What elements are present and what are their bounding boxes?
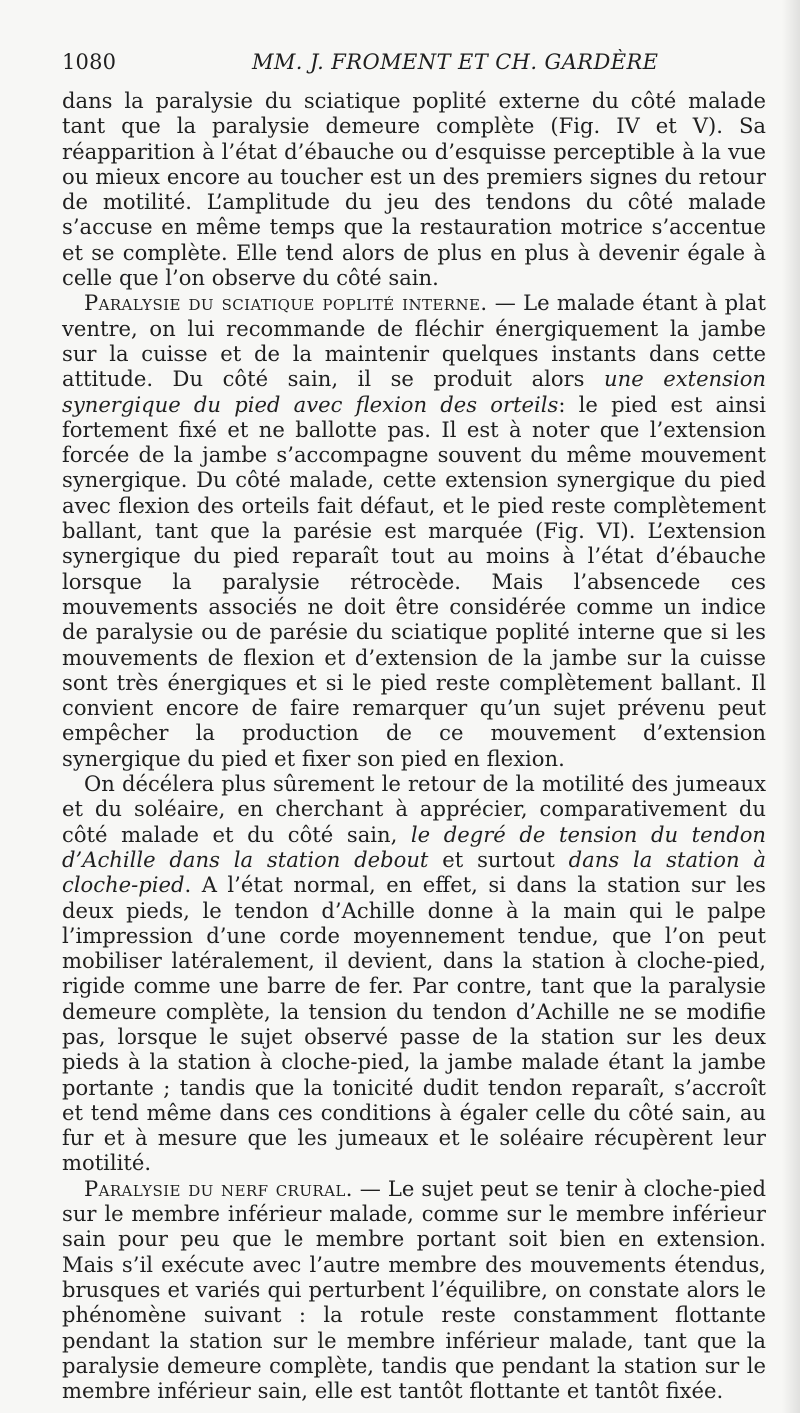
section-heading-sciatique: Paralysie du sciatique poplité interne. (84, 290, 488, 316)
paragraph-2 (62, 290, 766, 771)
page-number: 1080 (62, 50, 117, 74)
paragraph-3-text-before: On décélera plus sûrement le retour de la motilité des jumeaux et du soléaire, en cherchant à apprécier, comparativement du côté malade et du côté sain, (62, 771, 766, 847)
section-heading-crural: Paralysie du nerf crural. (84, 1175, 353, 1201)
paragraph-1 (62, 88, 766, 290)
running-head: MM. J. FROMENT ET CH. GARDÈRE (252, 50, 659, 74)
paragraph-2-text-after: : le pied est ainsi fortement fixé et ne ballotte pas. Il est à noter que l’extension forcée de la jambe s’accompagne souvent du même mouvement synergique. Du côté malade, cette extension synergique du pied avec flexion des orteils fait défaut, et le pied reste complètement ballant, tant que la parésie est marquée (Fig. VI). L’extension synergique du pied reparaît tout au moins à l’état d’ébauche lorsque la paralysie rétrocède. Mais l’absencede ces mouvements associés ne doit être considérée comme un indice de paralysie ou de parésie du sciatique poplité interne que si les mouvements de flexion et d’extension de la jambe sur la cuisse sont très énergiques et si le pied reste complètement ballant. Il convient encore de faire remarquer qu’un sujet prévenu peut empêcher la production de ce mouvement d’extension synergique du pied et fixer son pied en flexion. (62, 391, 766, 771)
paragraph-3-text-after: . A l’état normal, en effet, si dans la station sur les deux pieds, le tendon d’Achille donne à la main qui le palpe l’impression d’une corde moyennement tendue, que l’on peut mobiliser latéralement, il devient, dans la station à cloche-pied, rigide comme une barre de fer. Par contre, tant que la paralysie demeure complète, la tension du tendon d’Achille ne se modifie pas, lorsque le sujet observé passe de la station sur les deux pieds à la station à cloche-pied, la jambe malade étant la jambe portante ; tandis que la tonicité dudit tendon reparaît, s’accroît et tend même dans ces conditions à égaler celle du côté sain, au fur et à mesure que les jumeaux et le soléaire récupèrent leur motilité. (62, 872, 766, 1176)
article-body (62, 88, 766, 1403)
paragraph-3-text-middle: et surtout (428, 846, 569, 872)
page-edge-shadow (782, 0, 800, 1413)
page-header (62, 48, 766, 76)
paragraph-3-italic-2: dans la station à cloche-pied (62, 846, 766, 898)
paragraph-1-text: dans la paralysie du sciatique poplité externe du côté malade tant que la paralysie demeure complète (Fig. IV et V). Sa réapparition à l’état d’ébauche ou d’esquisse perceptible à la vue ou mieux encore au toucher est un des premiers signes du retour de motilité. L’amplitude du jeu des tendons du côté malade s’accuse en même temps que la restauration motrice s’accentue et se complète. Elle tend alors de plus en plus à devenir égale à celle que l’on observe du côté sain. (62, 88, 766, 291)
paragraph-4 (62, 1176, 766, 1404)
paragraph-3-italic-1: le degré de tension du tendon d’Achille dans la station debout (62, 821, 766, 872)
paragraph-3 (62, 771, 766, 1176)
paragraph-2-italic: une extension synergique du pied avec flexion des orteils (62, 366, 766, 417)
paragraph-4-text: — Le sujet peut se tenir à cloche-pied sur le membre inférieur malade, comme sur le membre inférieur sain pour peu que le membre portant soit bien en extension. Mais s’il exécute avec l’autre membre des mouvements étendus, brusques et variés qui perturbent l’équilibre, on constate alors le phénomène suivant : la rotule reste constamment flottante pendant la station sur le membre inférieur malade, tant que la paralysie demeure complète, tandis que pendant la station sur le membre inférieur sain, elle est tantôt flottante et tantôt fixée. (62, 1175, 766, 1404)
paragraph-2-text-before: — Le malade étant à plat ventre, on lui recommande de fléchir énergiquement la jambe sur la cuisse et de la maintenir quelques instants dans cette attitude. Du côté sain, il se produit alors (62, 290, 766, 392)
